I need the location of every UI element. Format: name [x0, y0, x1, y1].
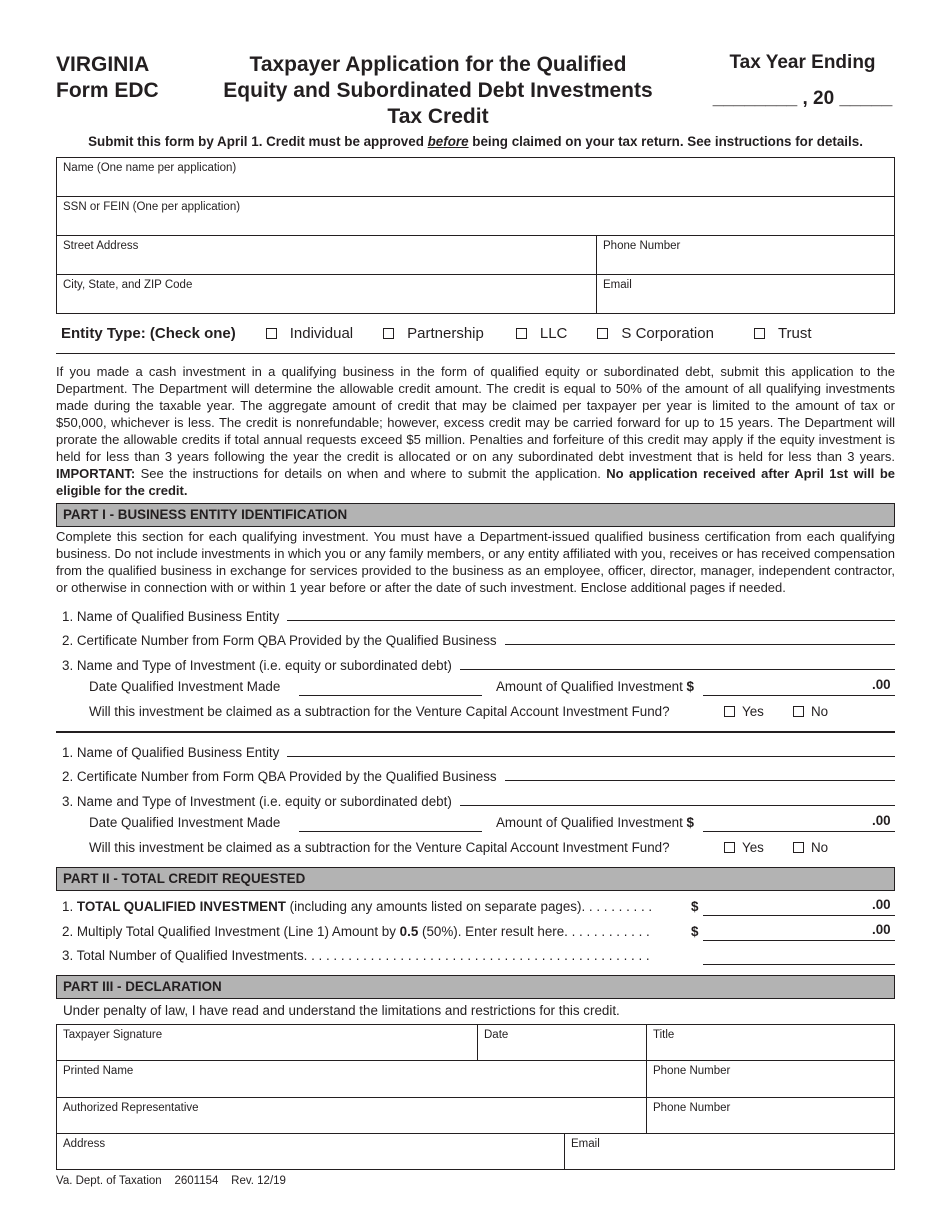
investment1-date-input[interactable]	[299, 695, 482, 696]
phone-label: Phone Number	[653, 1065, 731, 1077]
entity-option-label: LLC	[539, 325, 568, 342]
total-number-label: 3. Total Number of Qualified Investments. . . . . . . . . . . . . . . . . . . . . . . . . . . . . . . . . . . . . . . . . . . . . . .	[62, 948, 650, 963]
total-investment-input[interactable]	[703, 915, 895, 916]
notice-text-1: Submit this form by April 1. Credit must be approved	[88, 134, 428, 149]
total-investment-dollar: $	[691, 899, 699, 914]
investment2-vc-question: Will this investment be claimed as a subtraction for the Venture Capital Account Investment Fund?	[89, 840, 670, 855]
entity-option-llc[interactable]	[516, 325, 568, 342]
state-name: VIRGINIA	[56, 53, 150, 76]
entity-type-row	[56, 314, 895, 354]
yes-label: Yes	[742, 840, 764, 855]
investment1-business-name-row	[56, 604, 895, 624]
yes-label: Yes	[742, 704, 764, 719]
important-text: See the instructions for details on when and where to submit the application.	[135, 466, 607, 481]
taxpayer-signature-field[interactable]	[57, 1025, 478, 1061]
instructions-paragraph	[56, 363, 895, 499]
line-number: 1.	[62, 899, 77, 914]
form-footer: Va. Dept. of Taxation 2601154 Rev. 12/19	[56, 1175, 286, 1187]
checkbox-no[interactable]	[793, 706, 804, 717]
form-title	[205, 52, 671, 130]
declaration-statement: Under penalty of law, I have read and understand the limitations and restrictions for this credit.	[63, 1003, 620, 1018]
investment1-date-label: Date Qualified Investment Made	[89, 679, 281, 694]
printed-name-field[interactable]	[57, 1061, 647, 1098]
credit-amount-input[interactable]	[703, 940, 895, 941]
investment2-certificate-row	[56, 764, 895, 784]
investment1-no-option[interactable]	[793, 704, 828, 719]
form-number: Form EDC	[56, 79, 159, 102]
business-name-input[interactable]	[287, 620, 895, 621]
important-label: IMPORTANT:	[56, 466, 136, 481]
title-field[interactable]	[647, 1025, 894, 1061]
investment1-certificate-row	[56, 628, 895, 648]
investment2-type-row	[56, 789, 895, 809]
business-name-label: 1. Name of Qualified Business Entity	[62, 745, 280, 760]
part1-header: PART I - BUSINESS ENTITY IDENTIFICATION	[56, 503, 895, 527]
checkbox-yes[interactable]	[724, 706, 735, 717]
notice-emphasis: before	[427, 134, 469, 149]
declaration-grid	[56, 1024, 895, 1170]
credit-amount-dollar: $	[691, 924, 699, 939]
credit-amount-label	[62, 924, 650, 939]
certificate-number-input[interactable]	[505, 780, 895, 781]
rep-phone-label: Phone Number	[653, 1102, 731, 1114]
city-state-zip-field[interactable]	[57, 275, 597, 313]
total-investment-cents: .00	[872, 897, 891, 912]
credit-amount-cents: .00	[872, 922, 891, 937]
part2-header: PART II - TOTAL CREDIT REQUESTED	[56, 867, 895, 891]
business-name-input[interactable]	[287, 756, 895, 757]
credit-amount-text: 2. Multiply Total Qualified Investment (Line 1) Amount by	[62, 924, 400, 939]
address-label: Address	[63, 1138, 106, 1150]
declaration-date-field[interactable]	[478, 1025, 647, 1061]
investment-type-label: 3. Name and Type of Investment (i.e. equity or subordinated debt)	[62, 794, 452, 809]
entity-option-label: S Corporation	[621, 325, 714, 342]
investment2-amount-input[interactable]	[703, 831, 895, 832]
business-name-label: 1. Name of Qualified Business Entity	[62, 609, 280, 624]
form-title-line-2: Equity and Subordinated Debt Investments	[223, 79, 653, 102]
entity-option-partnership[interactable]	[383, 325, 484, 342]
certificate-number-label: 2. Certificate Number from Form QBA Provided by the Qualified Business	[62, 769, 497, 784]
city-state-zip-label: City, State, and ZIP Code	[63, 279, 193, 291]
checkbox-yes[interactable]	[724, 842, 735, 853]
total-number-input[interactable]	[703, 964, 895, 965]
entity-type-label: Entity Type: (Check one)	[61, 325, 236, 342]
street-address-label: Street Address	[63, 240, 139, 252]
printed-name-label: Printed Name	[63, 1065, 134, 1077]
investment1-cents: .00	[872, 677, 891, 692]
phone-field-label: Phone Number	[603, 240, 681, 252]
entity-option-label: Partnership	[407, 325, 484, 342]
title-label: Title	[653, 1029, 675, 1041]
rep-address-field[interactable]	[57, 1134, 565, 1169]
deadline-text: No application received after April 1st will be eligible for the credit.	[56, 466, 895, 498]
investment1-yes-option[interactable]	[724, 704, 764, 719]
entity-option-trust[interactable]	[754, 325, 812, 342]
total-investment-label	[62, 899, 652, 914]
investment1-amount-label	[496, 679, 694, 694]
investment-type-label: 3. Name and Type of Investment (i.e. equity or subordinated debt)	[62, 658, 452, 673]
credit-multiplier: 0.5	[399, 924, 419, 939]
investment-type-input[interactable]	[460, 805, 895, 806]
entity-option-label: Trust	[777, 325, 812, 342]
investment2-amount-label	[496, 815, 694, 830]
investment2-date-label: Date Qualified Investment Made	[89, 815, 281, 830]
form-title-line-1: Taxpayer Application for the Qualified	[249, 53, 627, 76]
taxpayer-phone-field[interactable]	[647, 1061, 894, 1098]
name-field[interactable]	[57, 158, 894, 197]
dollar-sign: $	[686, 815, 694, 830]
no-label: No	[811, 704, 829, 719]
street-address-field[interactable]	[57, 236, 597, 275]
credit-amount-rest: (50%). Enter result here. . . . . . . . . . . .	[418, 924, 650, 939]
tax-year-block	[700, 52, 905, 110]
checkbox-individual[interactable]	[266, 328, 277, 339]
email-field-label: Email	[603, 279, 632, 291]
checkbox-s-corporation[interactable]	[597, 328, 608, 339]
investment2-no-option[interactable]	[793, 840, 828, 855]
authorized-rep-label: Authorized Representative	[63, 1102, 199, 1114]
amount-label-text: Amount of Qualified Investment	[496, 815, 687, 830]
tax-year-label: Tax Year Ending	[729, 52, 876, 73]
investment2-date-input[interactable]	[299, 831, 482, 832]
checkbox-no[interactable]	[793, 842, 804, 853]
dollar-sign: $	[686, 679, 694, 694]
form-title-line-3: Tax Credit	[387, 105, 489, 128]
total-investment-rest: (including any amounts listed on separate pages). . . . . . . . . .	[285, 899, 653, 914]
instructions-text: If you made a cash investment in a qualifying business in the form of qualified equity or subordinated debt, submit this application to the Department. The Department will determine the allowable credit amount. The credit is equal to 50% of the amount of all qualifying investments made during the taxable year. The aggregate amount of credit that may be claimed per taxpayer per year is limited to the amount of tax or $50,000, whichever is less. The credit is nonrefundable; however, excess credit may be carried forward for up to 15 years. The Department will prorate the allowable credits if total annual requests exceed $5 million. Penalties and forfeiture of this credit may apply if the equity investment is held for less than 3 years following the year the credit is allocated or on any subordinated debt investment that is held for less than 3 years.	[56, 364, 895, 464]
email-field[interactable]	[597, 275, 894, 313]
amount-label-text: Amount of Qualified Investment	[496, 679, 687, 694]
no-label: No	[811, 840, 829, 855]
investment2-cents: .00	[872, 813, 891, 828]
form-identifier	[56, 52, 159, 104]
checkbox-llc[interactable]	[516, 328, 527, 339]
investment2-yes-option[interactable]	[724, 840, 764, 855]
ssn-field-label: SSN or FEIN (One per application)	[63, 201, 241, 213]
certificate-number-label: 2. Certificate Number from Form QBA Provided by the Qualified Business	[62, 633, 497, 648]
total-investment-bold: TOTAL QUALIFIED INVESTMENT	[76, 899, 286, 914]
checkbox-trust[interactable]	[754, 328, 765, 339]
signature-label: Taxpayer Signature	[63, 1029, 163, 1041]
investment1-amount-input[interactable]	[703, 695, 895, 696]
rep-phone-field[interactable]	[647, 1098, 894, 1134]
authorized-rep-field[interactable]	[57, 1098, 647, 1134]
entity-option-s-corporation[interactable]	[597, 325, 714, 342]
ssn-field[interactable]	[57, 197, 894, 236]
entity-option-label: Individual	[289, 325, 354, 342]
email-label: Email	[571, 1138, 600, 1150]
date-label: Date	[484, 1029, 509, 1041]
checkbox-partnership[interactable]	[383, 328, 394, 339]
tax-year-field[interactable]: ________ , 20 _____	[712, 88, 893, 109]
investment1-vc-question: Will this investment be claimed as a subtraction for the Venture Capital Account Investment Fund?	[89, 704, 670, 719]
investment1-type-row	[56, 653, 895, 673]
part1-instructions: Complete this section for each qualifying investment. You must have a Department-issued qualified business certification from each qualifying business. Do not include investments in which you or any family members, or any entity affiliated with you, receives or has received compensation from the qualified business in exchange for services provided to the business as an employee, officer, director, manager, independent contractor, or otherwise in connection with or within 1 year before or after the date of such investment. Enclose additional pages if needed.	[56, 529, 895, 595]
name-field-label: Name (One name per application)	[63, 162, 237, 174]
entity-option-individual[interactable]	[266, 325, 353, 342]
taxpayer-info-grid	[56, 157, 895, 314]
rep-email-field[interactable]	[565, 1134, 894, 1169]
part3-header: PART III - DECLARATION	[56, 975, 895, 999]
certificate-number-input[interactable]	[505, 644, 895, 645]
investment-type-input[interactable]	[460, 669, 895, 670]
phone-field[interactable]	[597, 236, 894, 275]
submission-notice	[56, 134, 895, 149]
investment2-business-name-row	[56, 740, 895, 760]
investment-separator	[56, 731, 895, 733]
notice-text-2: being claimed on your tax return. See instructions for details.	[468, 134, 863, 149]
